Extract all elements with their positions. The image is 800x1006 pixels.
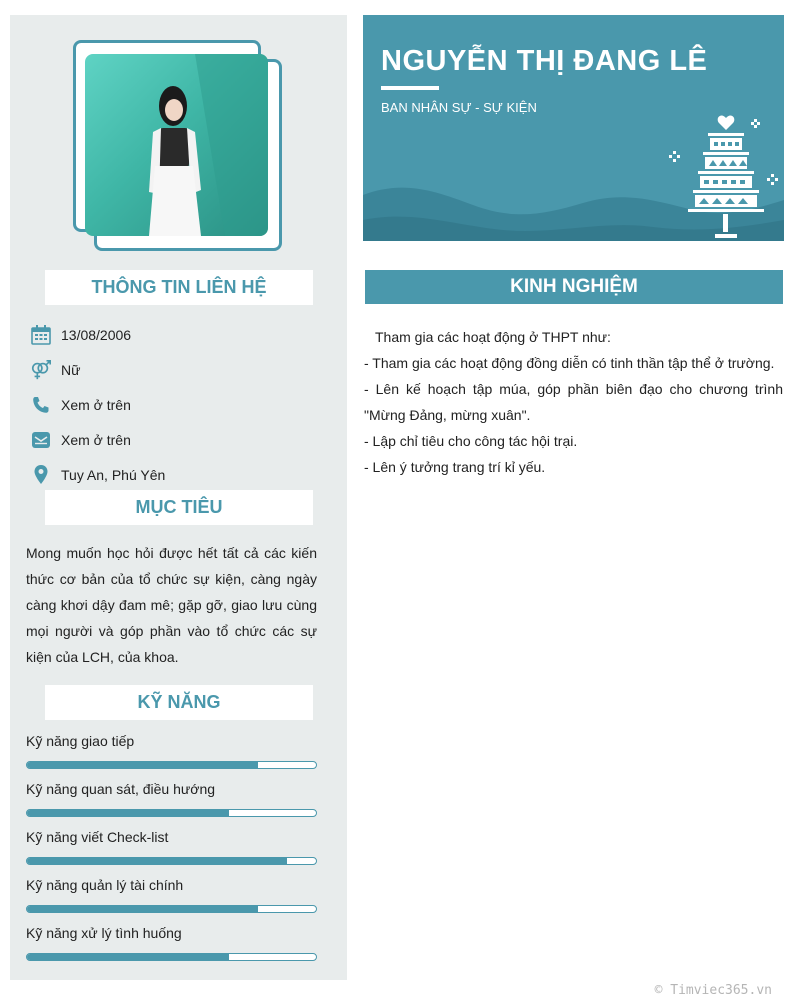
skill-bar [26, 857, 317, 865]
contact-phone [30, 393, 131, 417]
skill-item [26, 925, 317, 961]
skill-label: Kỹ năng quan sát, điều hướng [26, 781, 216, 797]
profile-position: BAN NHÂN SỰ - SỰ KIỆN [381, 100, 537, 115]
skill-item [26, 781, 317, 817]
experience-body [364, 324, 783, 480]
skill-bar-fill [27, 762, 258, 768]
skill-bar [26, 809, 317, 817]
avatar [85, 54, 268, 236]
email-icon [30, 429, 52, 451]
skill-label: Kỹ năng viết Check-list [26, 829, 169, 845]
experience-line: - Lập chỉ tiêu cho công tác hội trại. [364, 433, 578, 449]
experience-line: - Lên kế hoạch tập múa, góp phần biên đạo cho chương trình "Mừng Đảng, mừng xuân". [364, 381, 783, 423]
contact-section-title: THÔNG TIN LIÊN HỆ [45, 270, 313, 305]
skill-item [26, 829, 317, 865]
experience-line: Tham gia các hoạt động ở THPT như: [375, 329, 611, 345]
skill-item [26, 733, 317, 769]
location-icon [30, 464, 52, 486]
skills-section-title: KỸ NĂNG [45, 685, 313, 720]
watermark: © Timviec365.vn [654, 983, 772, 998]
gender-text: Nữ [61, 362, 81, 378]
contact-address [30, 463, 165, 487]
header-banner [363, 15, 784, 241]
experience-line: - Tham gia các hoạt động đồng diễn có tinh thần tập thể ở trường. [364, 355, 775, 371]
objective-section-title: MỤC TIÊU [45, 490, 313, 525]
experience-section-title: KINH NGHIỆM [365, 270, 783, 304]
sidebar [10, 15, 347, 980]
address-text: Tuy An, Phú Yên [61, 467, 166, 483]
skill-bar-fill [27, 954, 229, 960]
skill-label: Kỹ năng xử lý tình huống [26, 925, 182, 941]
profile-name: NGUYỄN THỊ ĐANG LÊ [381, 45, 708, 77]
calendar-icon [30, 324, 52, 346]
contact-email [30, 428, 131, 452]
skill-bar-fill [27, 858, 287, 864]
skill-bar-fill [27, 906, 258, 912]
objective-text: Mong muốn học hỏi được hết tất cả các kiến thức cơ bản của tổ chức sự kiện, càng ngày càng khơi dậy đam mê; gặp gỡ, giao lưu cùng mọi người và góp phần vào tổ chức các sự kiện của LCH, của khoa. [26, 545, 317, 665]
gender-icon [30, 359, 52, 381]
skill-label: Kỹ năng giao tiếp [26, 733, 135, 749]
contact-birthday [30, 323, 131, 347]
skill-label: Kỹ năng quản lý tài chính [26, 877, 184, 893]
cake-icon [363, 15, 784, 241]
skill-bar [26, 905, 317, 913]
phone-icon [30, 394, 52, 416]
skill-bar [26, 761, 317, 769]
skill-bar [26, 953, 317, 961]
experience-line: - Lên ý tưởng trang trí kỉ yếu. [364, 459, 546, 475]
birthday-text: 13/08/2006 [61, 327, 132, 343]
skill-item [26, 877, 317, 913]
skill-bar-fill [27, 810, 229, 816]
phone-text: Xem ở trên [61, 397, 131, 413]
contact-gender [30, 358, 80, 382]
email-text: Xem ở trên [61, 432, 131, 448]
